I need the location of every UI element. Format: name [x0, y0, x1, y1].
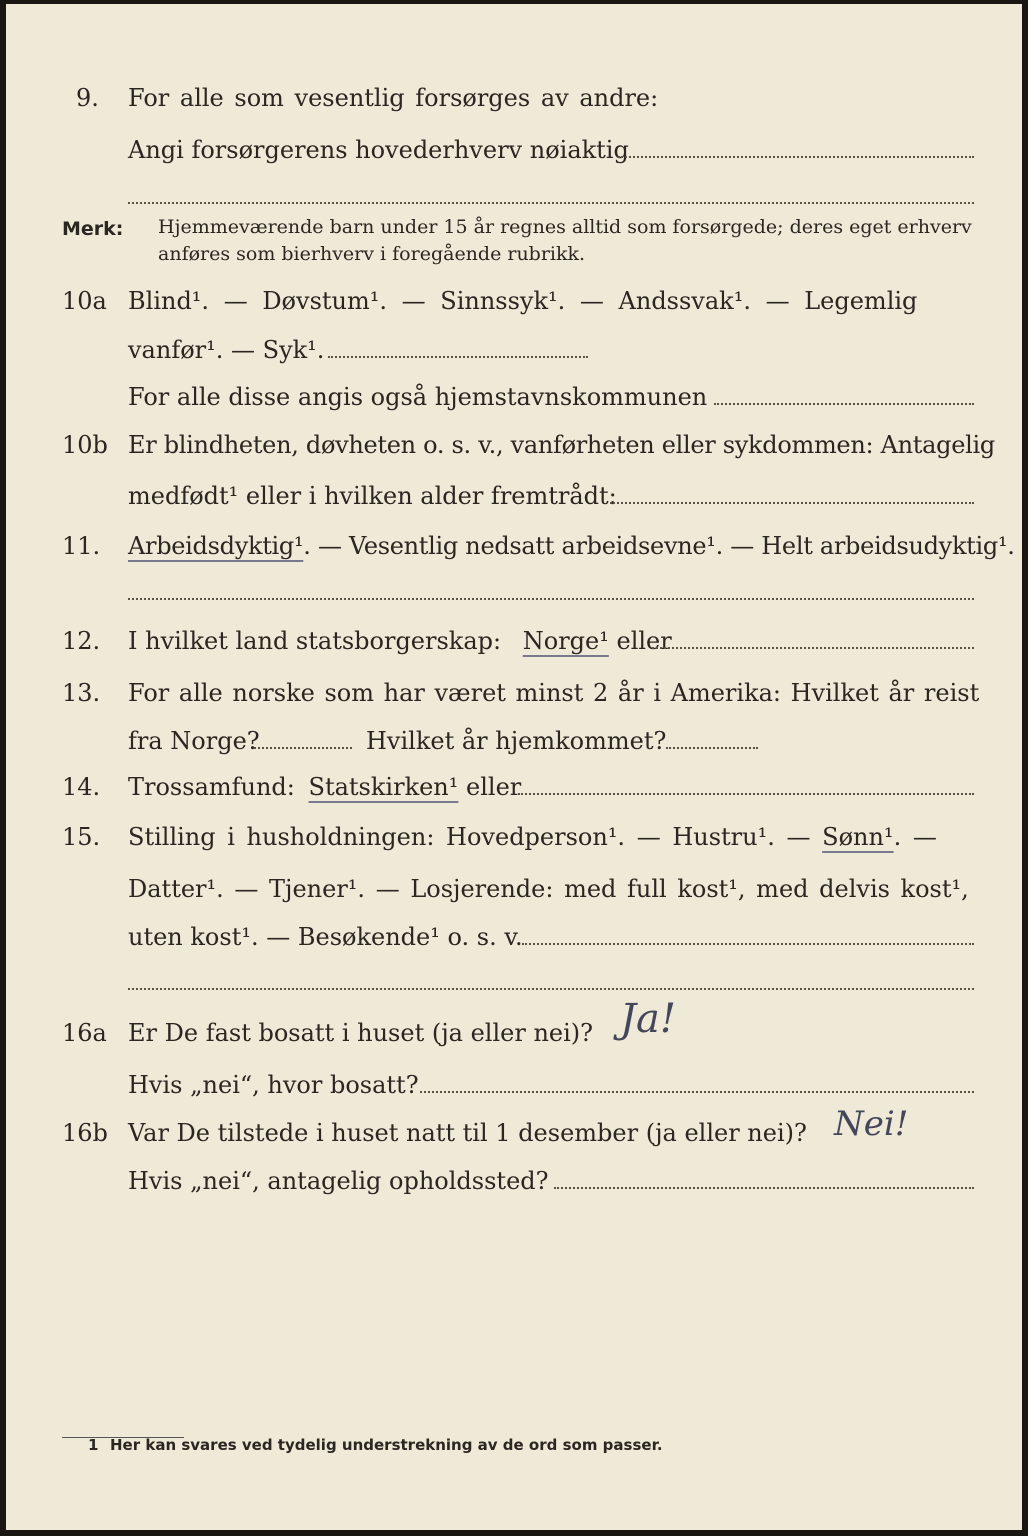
- q13-hjemkommet-line: [666, 747, 758, 749]
- q10b-line2: medfødt¹ eller i hvilken alder fremtrådt:: [128, 482, 617, 510]
- q15-answer-line: [522, 943, 974, 945]
- q12-tail: eller: [616, 627, 672, 655]
- q9-answer-line: [618, 156, 974, 158]
- q16a-line2: Hvis „nei“, hvor bosatt?: [128, 1071, 419, 1099]
- q10a-line2: vanfør¹. — Syk¹.: [128, 336, 325, 364]
- q12-question: I hvilket land statsborgerskap:: [128, 627, 502, 655]
- q10a-number: 10a: [62, 287, 107, 315]
- q11-rest: . — Vesentlig nedsatt arbeidsevne¹. — Helt arbeidsudyktig¹.: [303, 532, 1015, 560]
- q10a-line1: Blind¹. — Døvstum¹. — Sinnssyk¹. — Andssvak¹. — Legemlig: [128, 287, 918, 315]
- q15-line3: uten kost¹. — Besøkende¹ o. s. v.: [128, 923, 523, 951]
- q13-line1: For alle norske som har været minst 2 år i Amerika: Hvilket år reist: [128, 679, 980, 707]
- q14-question: Trossamfund:: [128, 773, 295, 801]
- q16b-handwritten-answer: Nei!: [834, 1104, 909, 1144]
- q11-answer-line: [128, 598, 974, 600]
- q12-text: [128, 626, 672, 656]
- q15-line1: [128, 822, 937, 852]
- q9-answer-line-2: [128, 202, 974, 204]
- q16b-line1: Var De tilstede i huset natt til 1 desember (ja eller nei)?: [128, 1119, 807, 1147]
- q11-number: 11.: [62, 532, 101, 560]
- q9-number: 9.: [76, 84, 99, 112]
- q13-line2a: fra Norge?: [128, 727, 260, 755]
- footnote-text: Her kan svares ved tydelig understrekning av de ord som passer.: [110, 1436, 663, 1454]
- q9-line1: For alle som vesentlig forsørges av andre:: [128, 84, 659, 112]
- q13-reist-line: [254, 747, 352, 749]
- q10b-answer-line: [610, 502, 974, 504]
- q16a-handwritten-answer: Ja!: [620, 996, 676, 1042]
- q11-selected-option: Arbeidsdyktig¹: [128, 532, 304, 560]
- q12-selected-option: Norge¹: [522, 627, 609, 655]
- q16a-line1: Er De fast bosatt i huset (ja eller nei)?: [128, 1019, 594, 1047]
- q16a-answer-line: [420, 1091, 974, 1093]
- q16b-line2: Hvis „nei“, antagelig opholdssted?: [128, 1167, 549, 1195]
- q14-number: 14.: [62, 773, 101, 801]
- merk-label: Merk:: [62, 218, 124, 240]
- q15-line1b: . —: [893, 823, 937, 851]
- q16a-number: 16a: [62, 1019, 107, 1047]
- q15-answer-line-2: [128, 988, 974, 990]
- merk-line2: anføres som bierhverv i foregående rubrikk.: [158, 243, 586, 265]
- q13-line2b: Hvilket år hjemkommet?: [366, 727, 667, 755]
- q9-line2: Angi forsørgerens hovederhverv nøiaktig: [128, 136, 629, 164]
- q15-line2: Datter¹. — Tjener¹. — Losjerende: med full kost¹, med delvis kost¹,: [128, 875, 969, 903]
- q13-number: 13.: [62, 679, 101, 707]
- q10a-hjemstavn-line: [714, 403, 974, 405]
- q15-selected-option: Sønn¹: [822, 823, 894, 851]
- q14-selected-option: Statskirken¹: [308, 773, 459, 801]
- q16b-answer-line: [554, 1187, 974, 1189]
- merk-line1: Hjemmeværende barn under 15 år regnes alltid som forsørgede; deres eget erhverv: [158, 216, 972, 238]
- q11-text: [128, 531, 1015, 561]
- q12-answer-line: [652, 647, 974, 649]
- q15-number: 15.: [62, 823, 101, 851]
- q12-number: 12.: [62, 627, 101, 655]
- q16b-number: 16b: [62, 1119, 108, 1147]
- footnote-mark: 1: [88, 1436, 99, 1454]
- q10b-line1: Er blindheten, døvheten o. s. v., vanførheten eller sykdommen: Antagelig: [128, 431, 995, 459]
- q14-text: [128, 772, 521, 802]
- q10a-line3: For alle disse angis også hjemstavnskommunen: [128, 383, 708, 411]
- q15-line1a: Stilling i husholdningen: Hovedperson¹. — Hustru¹. —: [128, 823, 811, 851]
- q10b-number: 10b: [62, 431, 108, 459]
- q10a-answer-line: [328, 356, 588, 358]
- q14-answer-line: [518, 793, 974, 795]
- q14-tail: eller: [466, 773, 522, 801]
- census-form-page: [6, 4, 1022, 1530]
